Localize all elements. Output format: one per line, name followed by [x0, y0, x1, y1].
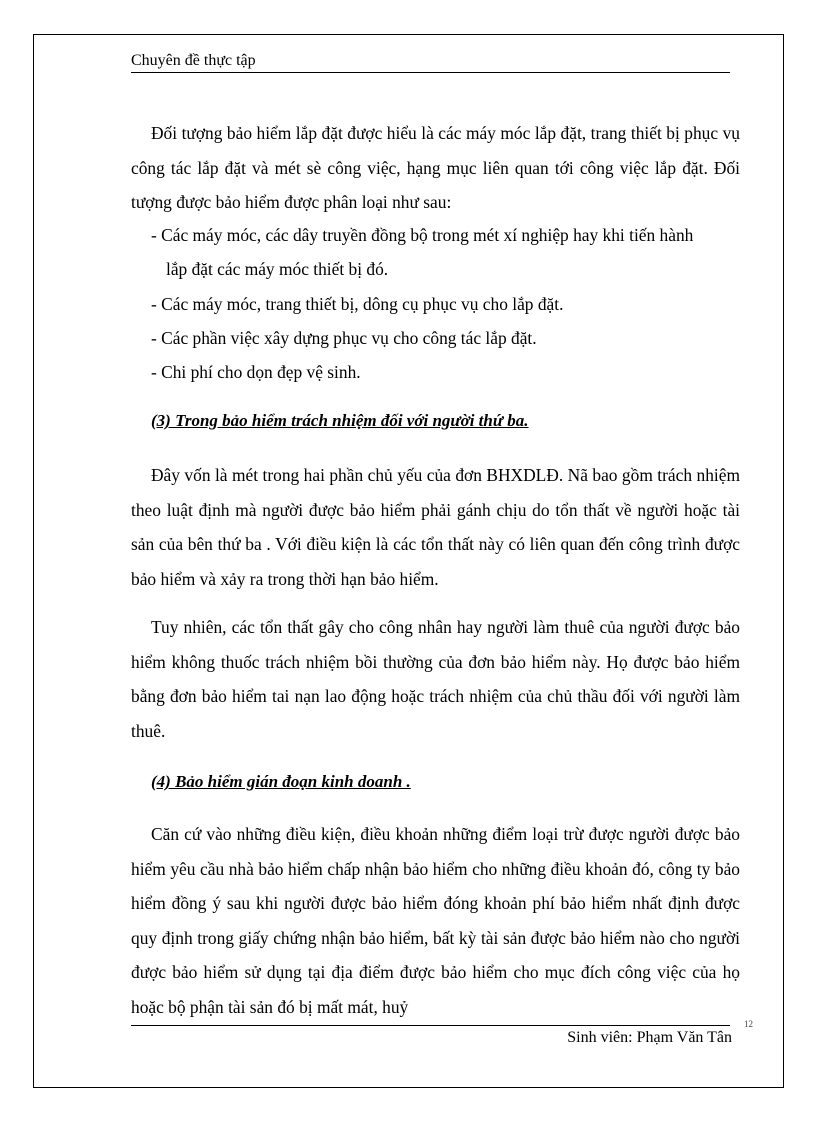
list-item — [151, 287, 741, 321]
footer-author: Sinh viên: Phạm Văn Tân — [567, 1029, 732, 1046]
bullet-text: - Các phần việc xây dựng phục vụ cho công tác lắp đặt. — [151, 328, 537, 348]
header-rule — [131, 72, 730, 73]
list-item — [151, 218, 741, 287]
footer-rule — [131, 1025, 730, 1026]
bullet-text: - Chi phí cho dọn đẹp vệ sinh. — [151, 362, 361, 382]
bullet-text: - Các máy móc, trang thiết bị, dông cụ phục vụ cho lắp đặt. — [151, 294, 564, 314]
header-title: Chuyên đề thực tập — [131, 52, 256, 69]
section-heading: (3) Trong bảo hiểm trách nhiệm đối với người thứ ba. — [151, 411, 529, 430]
list-item — [151, 321, 741, 355]
section-heading: (4) Bảo hiểm gián đoạn kinh doanh . — [151, 772, 411, 791]
bullet-text: - Các máy móc, các dây truyền đồng bộ trong mét xí nghiệp hay khi tiến hành — [151, 225, 694, 245]
bullet-text-continued: lắp đặt các máy móc thiết bị đó. — [166, 259, 389, 280]
list-item — [151, 355, 741, 389]
section3-paragraph-2: Tuy nhiên, các tổn thất gây cho công nhân hay người làm thuê của người được bảo hiểm không thuốc trách nhiệm bồi thường của đơn bảo hiểm này. Họ được bảo hiểm bằng đơn bảo hiểm tai nạn lao động hoặc trách nhiệm của chủ thầu đối với người làm thuê. — [131, 617, 740, 741]
intro-paragraph: Đối tượng bảo hiểm lắp đặt được hiểu là các máy móc lắp đặt, trang thiết bị phục vụ công tác lắp đặt và mét sè công việc, hạng mục liên quan tới công việc lắp đặt. Đối tượng được bảo hiểm được phân loại như sau: — [131, 123, 740, 213]
section4-paragraph: Căn cứ vào những điều kiện, điều khoản những điểm loại trừ được người được bảo hiểm yêu cầu nhà bảo hiểm chấp nhận bảo hiểm cho những điều khoản đó, công ty bảo hiểm đồng ý sau khi người được bảo hiểm đóng khoản phí bảo hiểm nhất định được quy định trong giấy chứng nhận bảo hiểm, bất kỳ tài sản được bảo hiểm nào cho người được bảo hiểm sử dụng tại địa điểm được bảo hiểm cho mục đích công việc của họ hoặc bộ phận tài sản đó bị mất mát, huỷ — [131, 824, 740, 1017]
section3-paragraph-1: Đây vốn là mét trong hai phần chủ yếu của đơn BHXDLĐ. Nã bao gồm trách nhiệm theo luật định mà người được bảo hiểm phải gánh chịu do tổn thất về người hoặc tài sản của bên thứ ba . Với điều kiện là các tổn thất này có liên quan đến công trình được bảo hiểm và xảy ra trong thời hạn bảo hiểm. — [131, 465, 740, 589]
page-number: 12 — [744, 1019, 753, 1029]
